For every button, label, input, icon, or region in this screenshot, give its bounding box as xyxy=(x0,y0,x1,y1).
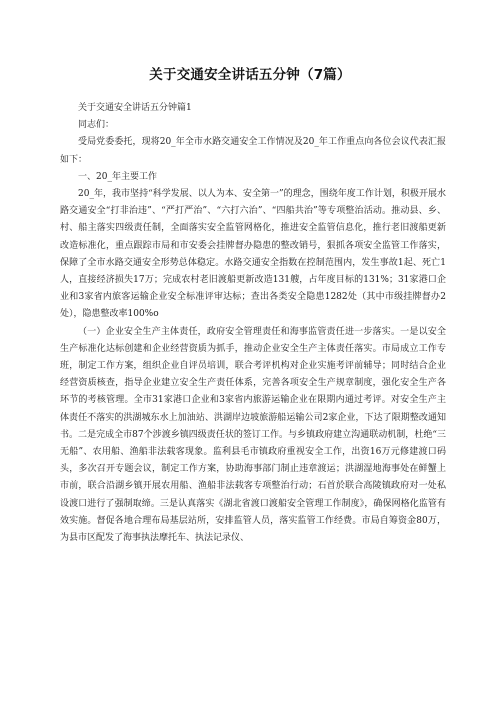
document-body xyxy=(60,100,446,547)
article-heading: 关于交通安全讲话五分钟篇1 xyxy=(78,103,192,113)
summary-paragraph: 20_年，我市坚持“科学发展、以人为本、安全第一”的理念，围绕年度工作计划，积极开展水路交通安全“打非治违”、“严打严治”、“六打六治”、“四船共治”等专项整治活动。推动县、乡、村、船主落实四级责任制，全面落实安全监管网格化，推进安全监管信息化，推行老旧渡船更新改造标准化，重点跟踪市局和市安委会挂牌督办隐患的整改销号，狠抓各项安全监管工作落实，保障了全市水路交通安全形势总体稳定。水路交通安全指数在控制范围内，发生事故1起、死亡1人，直接经济损失17万；完成农村老旧渡船更新改造131艘，占年度目标的131%；31家港口企业和3家省内旅客运输企业安全标准评审达标；查出各类安全隐患1282处（其中市级挂牌督办2处），隐患整改率100%o xyxy=(60,189,446,320)
document-title: 关于交通安全讲话五分钟（7篇） xyxy=(149,67,351,83)
section-heading: 一、20_年主要工作 xyxy=(78,171,157,182)
intro-paragraph: 受局党委委托，现将20_年全市水路交通安全工作情况及20_年工作重点向各位会议代表汇报如下： xyxy=(60,137,446,165)
salutation: 同志们： xyxy=(78,120,115,131)
detail-paragraph: （一）企业安全生产主体责任，政府安全管理责任和海事监管责任进一步落实。一是以安全生产标准化达标创建和企业经营资质为抓手，推动企业安全生产主体责任落实。市局成立工作专班，制定工作方案，组织企业自评员培训，联合考评机构对企业实施考评前辅导；同时结合企业经营资质核查，指导企业建立安全生产责任体系，完善各项安全生产规章制度，强化安全生产各环节的考核管理。全市31家港口企业和3家省内旅游运输企业在限期内通过考评。对安全生产主体责任不落实的洪湖城东水上加油站、洪湖岸边坡旅游船运输公司2家企业，下达了限期整改通知书。二是完成全市87个涉渡乡镇四级责任状的签订工作。与乡镇政府建立沟通联动机制，杜绝“三无船”、农用船、渔船非法载客现象。监利县毛市镇政府重视安全工作，出资16万元修建渡口码头，多次召开专题会议，制定工作方案，协助海事部门制止违章渡运；洪湖湿地海事处在鲜蟹上市前，联合沿湖乡镇开展农用船、渔船非法载客专项整治行动；石首於联合高陵镇政府对一处私设渡口进行了强制取缔。三是认真落实《湖北省渡口渡船安全管理工作制度》，确保网格化监管有效实施。督促各地合理布局基层站所，安排监管人员，落实监管工作经费。市局自筹资金80万，为县市区配发了海事执法摩托车、执法记录仪、 xyxy=(60,326,446,544)
